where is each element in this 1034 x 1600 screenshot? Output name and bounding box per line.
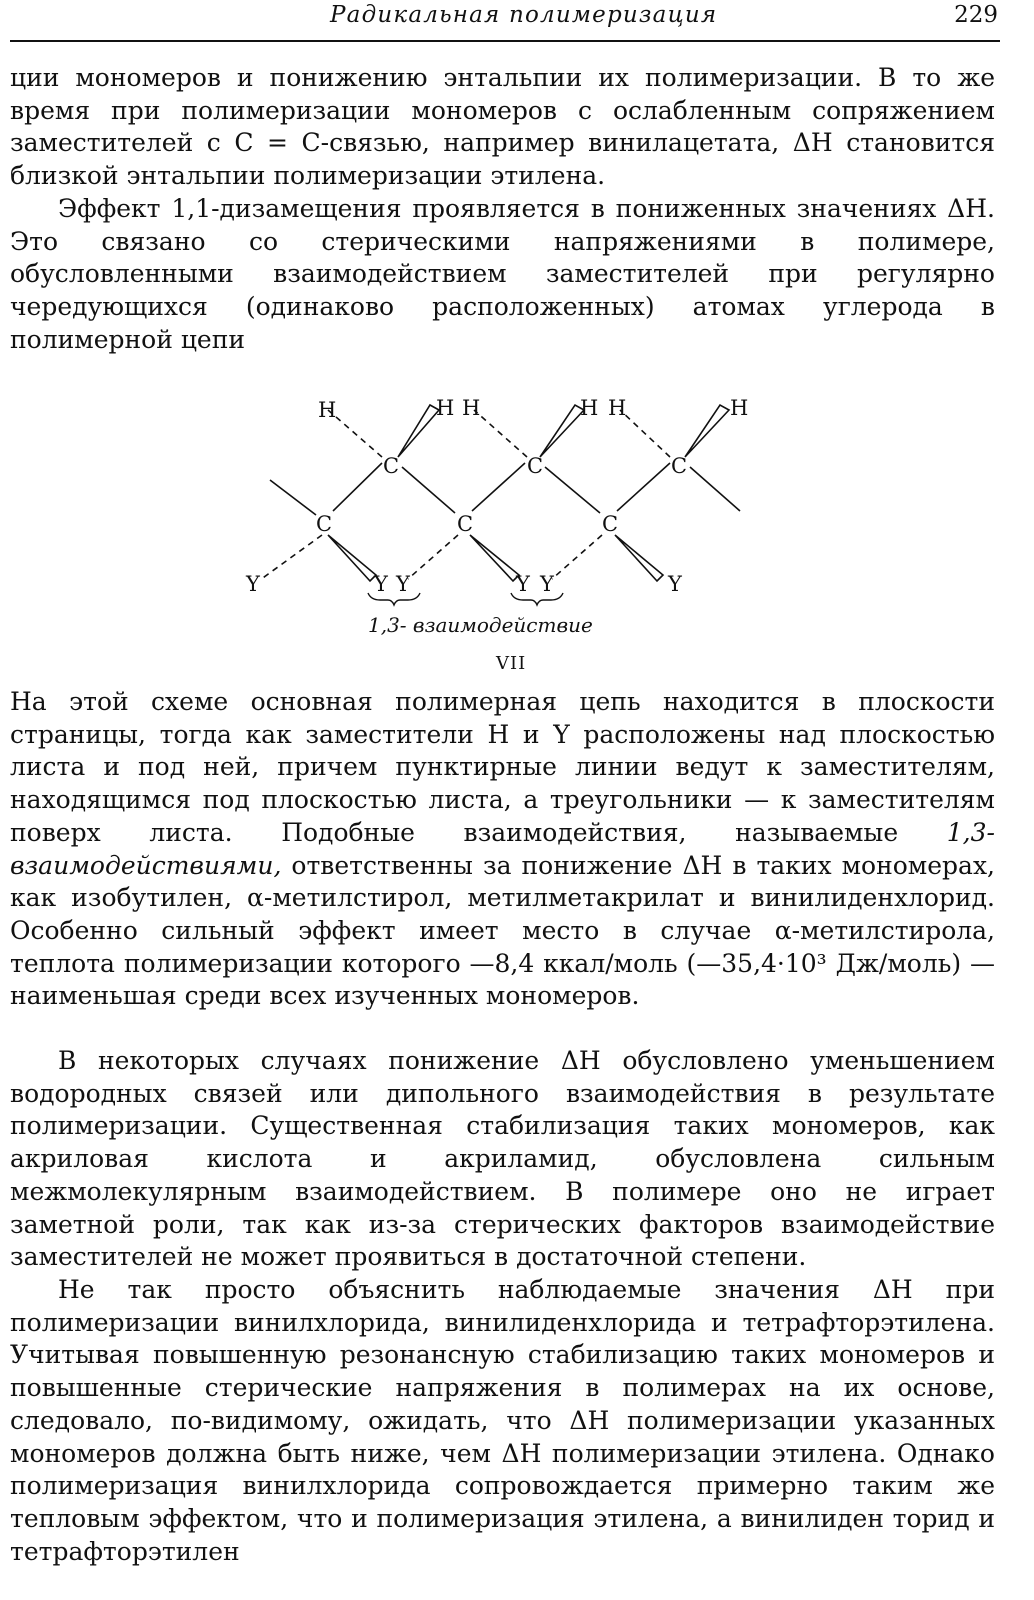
- hydrogen-atom: H: [318, 398, 337, 422]
- hydrogen-atom: H: [462, 396, 481, 420]
- hydrogen-atom: H: [580, 396, 599, 420]
- page-number: 229: [954, 2, 998, 28]
- carbon-atom: C: [457, 512, 474, 536]
- substituent-y: Y: [540, 572, 554, 596]
- hydrogen-atom: H: [730, 396, 749, 420]
- paragraph-3-start: На этой схеме основная полимерная цепь находится в плоскости страницы, тогда как заместители H и Y расположены над плоскостью листа и под ней, причем пунктирные линии ведут к заместителям, находящимся под плоскостью листа, а треугольники — к заместителям поверх листа. Подобные взаимодействия, называемые: [10, 687, 995, 847]
- page-header: [10, 0, 1000, 42]
- substituent-y: Y: [396, 572, 410, 596]
- substituent-y: Y: [246, 572, 260, 596]
- running-title: Радикальная полимеризация: [330, 2, 718, 28]
- dashed-bonds: [260, 410, 670, 580]
- term-1-3-interactions: 1,3-взаимодействиями,: [10, 817, 995, 880]
- paragraph-2: Эффект 1,1-дизамещения проявляется в пониженных значениях ΔH. Это связано со стерическими напряжениями в полимере, обусловленными взаимодействием заместителей при регулярно чередующихся (одинаково расположенных) атомах углерода в полимерной цепи: [10, 194, 995, 354]
- paragraph-3: [10, 686, 995, 1013]
- wedge-bonds: [328, 405, 729, 581]
- substituent-y: Y: [374, 572, 388, 596]
- carbon-atom: C: [602, 512, 619, 536]
- carbon-atom: C: [383, 454, 400, 478]
- paragraph-1: ции мономеров и понижению энтальпии их полимеризации. В то же время при полимеризации мономеров с ослабленным сопряжением заместителей с С = С-связью, например винилацетата, ΔH становится близкой энтальпии полимеризации этилена.: [10, 63, 995, 191]
- polymer-chain-figure: [230, 385, 790, 675]
- figure-caption: 1,3- взаимодействие: [368, 613, 593, 637]
- paragraph-3-end: ответственны за понижение ΔH в таких мономерах, как изобутилен, α-метилстирол, метилметакрилат и винилиденхлорид. Особенно сильный эффект имеет место в случае α-метилстирола, теплота полимеризации которого —8,4 ккал/моль (—35,4·10³ Дж/моль) — наименьшая среди всех изученных мономеров.: [10, 850, 995, 1011]
- paragraph-5: Не так просто объяснить наблюдаемые значения ΔH при полимеризации винилхлорида, винилиденхлорида и тетрафторэтилена. Учитывая повышенную резонансную стабилизацию таких мономеров и повышенные стерические напряжения в полимерах на их основе, следовало, по-видимому, ожидать, что ΔH полимеризации указанных мономеров должна быть ниже, чем ΔH полимеризации этилена. Однако полимеризация винилхлорида сопровождается примерно таким же тепловым эффектом, что и полимеризация этилена, а винилиден торид и тетрафторэтилен: [10, 1275, 995, 1566]
- paragraph-4: В некоторых случаях понижение ΔH обусловлено уменьшением водородных связей или дипольного взаимодействия в результате полимеризации. Существенная стабилизация таких мономеров, как акриловая кислота и акриламид, обусловлена сильным межмолекулярным взаимодействием. В полимере оно не играет заметной роли, так как из-за стерических факторов взаимодействие заместителей не может проявиться в достаточной степени.: [10, 1046, 995, 1272]
- substituent-y: Y: [668, 572, 682, 596]
- carbon-atom: C: [671, 454, 688, 478]
- carbon-atom: C: [316, 512, 333, 536]
- hydrogen-atom: H: [608, 396, 627, 420]
- hydrogen-atom: H: [436, 396, 455, 420]
- structural-formula: [230, 385, 790, 675]
- carbon-atom: C: [527, 454, 544, 478]
- main-chain: [270, 463, 740, 515]
- substituent-y: Y: [516, 572, 530, 596]
- figure-label: VII: [496, 653, 527, 674]
